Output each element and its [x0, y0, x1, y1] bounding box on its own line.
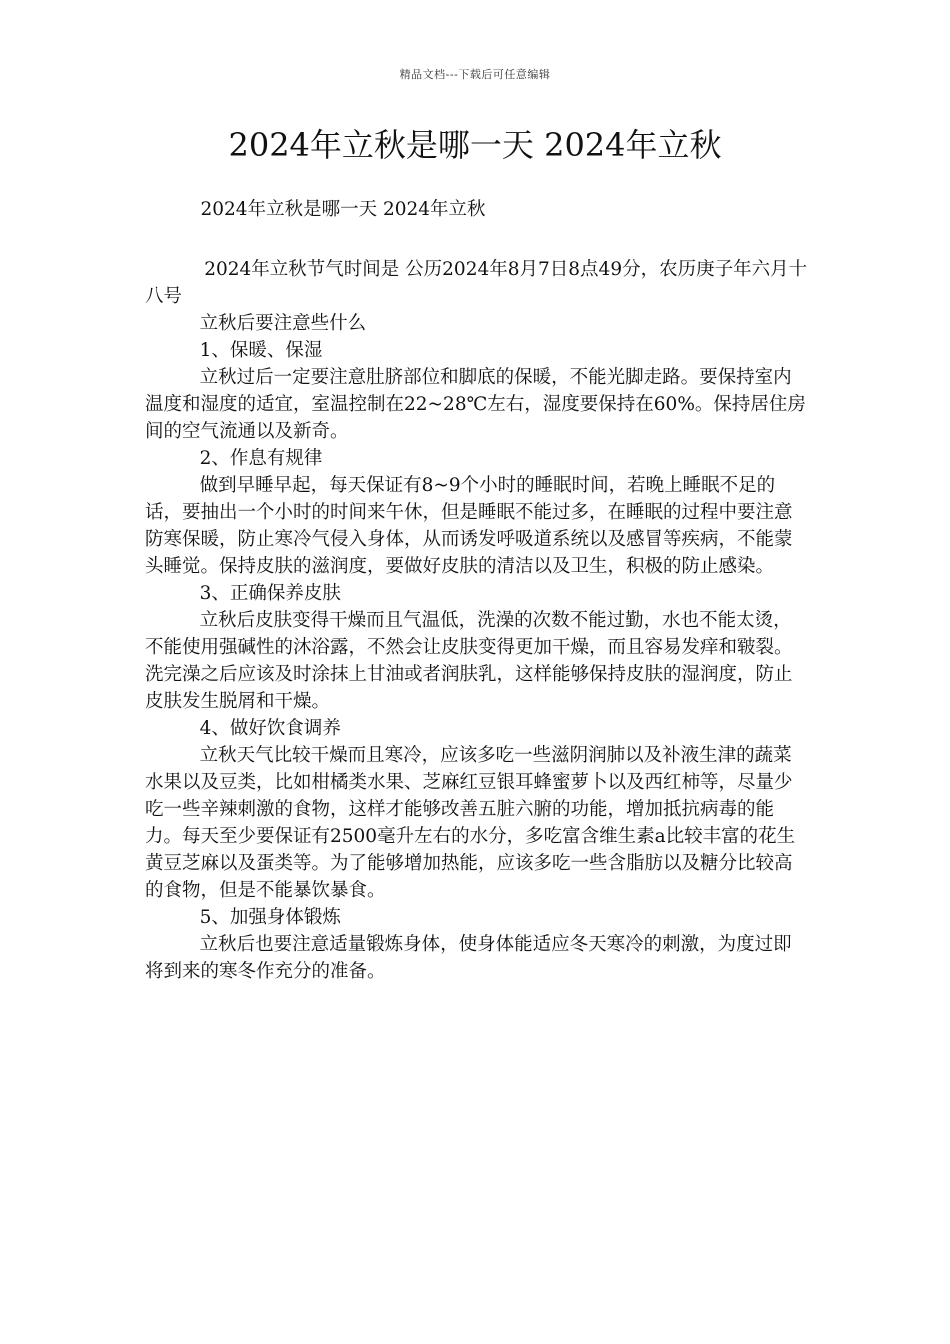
document-subtitle: 2024年立秋是哪一天 2024年立秋: [200, 199, 486, 220]
section-heading-5: 5、加强身体锻炼: [199, 907, 341, 928]
document-title: 2024年立秋是哪一天 2024年立秋: [228, 126, 722, 164]
section-heading-3: 3、正确保养皮肤: [199, 583, 341, 604]
section-heading-2: 2、作息有规律: [199, 448, 323, 469]
header-note: 精品文档---下载后可任意编辑: [399, 68, 551, 81]
section-heading-1: 1、保暖、保湿: [199, 340, 323, 361]
section-heading-4: 4、做好饮食调养: [199, 718, 341, 739]
document-body: [145, 196, 810, 985]
section-body-4: 立秋天气比较干燥而且寒冷，应该多吃一些滋阴润肺以及补液生津的蔬菜水果以及豆类，比如柑橘类水果、芝麻红豆银耳蜂蜜萝卜以及西红柿等，尽量少吃一些辛辣刺激的食物，这样才能够改善五脏六腑的功能，增加抵抗病毒的能力。每天至少要保证有2500毫升左右的水分，多吃富含维生素a比较丰富的花生黄豆芝麻以及蛋类等。为了能够增加热能，应该多吃一些含脂肪以及糖分比较高的食物，但是不能暴饮暴食。: [145, 745, 796, 901]
section-body-5: 立秋后也要注意适量锻炼身体，使身体能适应冬天寒冷的刺激，为度过即将到来的寒冬作充分的准备。: [145, 934, 792, 982]
section-body-1: 立秋过后一定要注意肚脐部位和脚底的保暖，不能光脚走路。要保持室内温度和湿度的适宜，室温控制在22~28℃左右，湿度要保持在60%。保持居住房间的空气流通以及新奇。: [145, 367, 806, 442]
section-intro: 立秋后要注意些什么: [199, 313, 367, 334]
section-body-2: 做到早睡早起，每天保证有8~9个小时的睡眠时间，若晚上睡眠不足的话，要抽出一个小时的时间来午休，但是睡眠不能过多，在睡眠的过程中要注意防寒保暖，防止寒冷气侵入身体，从而诱发呼吸道系统以及感冒等疾病，不能蒙头睡觉。保持皮肤的滋润度，要做好皮肤的清洁以及卫生，积极的防止感染。: [145, 475, 793, 577]
section-body-3: 立秋后皮肤变得干燥而且气温低，洗澡的次数不能过勤，水也不能太烫，不能使用强碱性的沐浴露，不然会让皮肤变得更加干燥，而且容易发痒和皲裂。洗完澡之后应该及时涂抹上甘油或者润肤乳，这样能够保持皮肤的湿润度，防止皮肤发生脱屑和干燥。: [145, 610, 793, 712]
paragraph-solar-term-time: 2024年立秋节气时间是 公历2024年8月7日8点49分，农历庚子年六月十八号: [145, 259, 808, 307]
